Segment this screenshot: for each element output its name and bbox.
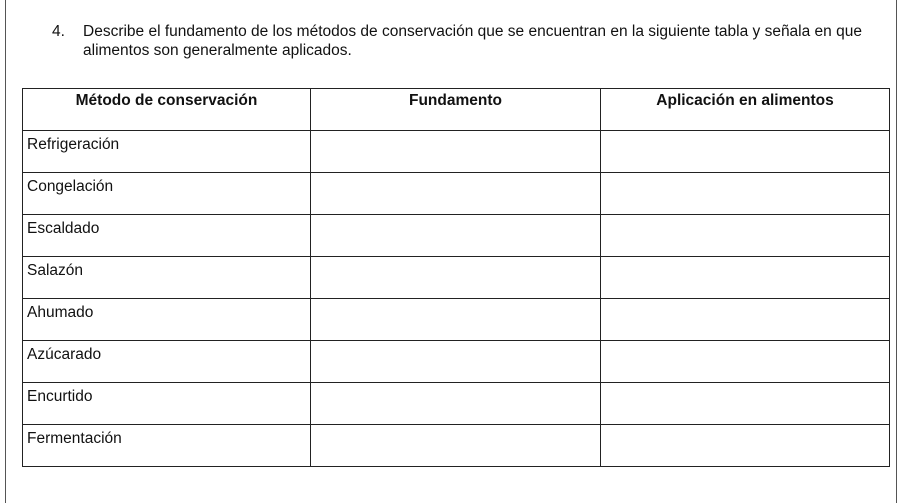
table-row xyxy=(23,215,890,257)
method-cell: Congelación xyxy=(23,173,311,215)
method-cell: Salazón xyxy=(23,257,311,299)
table-header-row xyxy=(23,89,890,131)
table-row xyxy=(23,173,890,215)
question-number: 4. xyxy=(52,23,65,40)
fundamento-cell[interactable] xyxy=(311,425,601,467)
fundamento-cell[interactable] xyxy=(311,215,601,257)
question-text: Describe el fundamento de los métodos de conservación que se encuentran en la siguiente tabla y señala en que alimentos son generalmente aplicados. xyxy=(83,23,862,59)
fundamento-cell[interactable] xyxy=(311,341,601,383)
aplicacion-cell[interactable] xyxy=(601,215,890,257)
method-cell: Fermentación xyxy=(23,425,311,467)
fundamento-cell[interactable] xyxy=(311,383,601,425)
method-cell: Azúcarado xyxy=(23,341,311,383)
fundamento-cell[interactable] xyxy=(311,257,601,299)
header-method: Método de conservación xyxy=(23,89,311,131)
method-cell: Escaldado xyxy=(23,215,311,257)
conservation-table xyxy=(22,88,890,467)
table-row xyxy=(23,257,890,299)
table-row xyxy=(23,383,890,425)
aplicacion-cell[interactable] xyxy=(601,299,890,341)
aplicacion-cell[interactable] xyxy=(601,257,890,299)
method-cell: Refrigeración xyxy=(23,131,311,173)
fundamento-cell[interactable] xyxy=(311,131,601,173)
aplicacion-cell[interactable] xyxy=(601,383,890,425)
fundamento-cell[interactable] xyxy=(311,299,601,341)
table-row xyxy=(23,299,890,341)
aplicacion-cell[interactable] xyxy=(601,425,890,467)
table-row xyxy=(23,425,890,467)
aplicacion-cell[interactable] xyxy=(601,173,890,215)
method-cell: Ahumado xyxy=(23,299,311,341)
aplicacion-cell[interactable] xyxy=(601,341,890,383)
header-fundamento: Fundamento xyxy=(311,89,601,131)
method-cell: Encurtido xyxy=(23,383,311,425)
table-row xyxy=(23,341,890,383)
table-row xyxy=(23,131,890,173)
question-block xyxy=(52,22,882,60)
aplicacion-cell[interactable] xyxy=(601,131,890,173)
fundamento-cell[interactable] xyxy=(311,173,601,215)
header-aplicacion: Aplicación en alimentos xyxy=(601,89,890,131)
